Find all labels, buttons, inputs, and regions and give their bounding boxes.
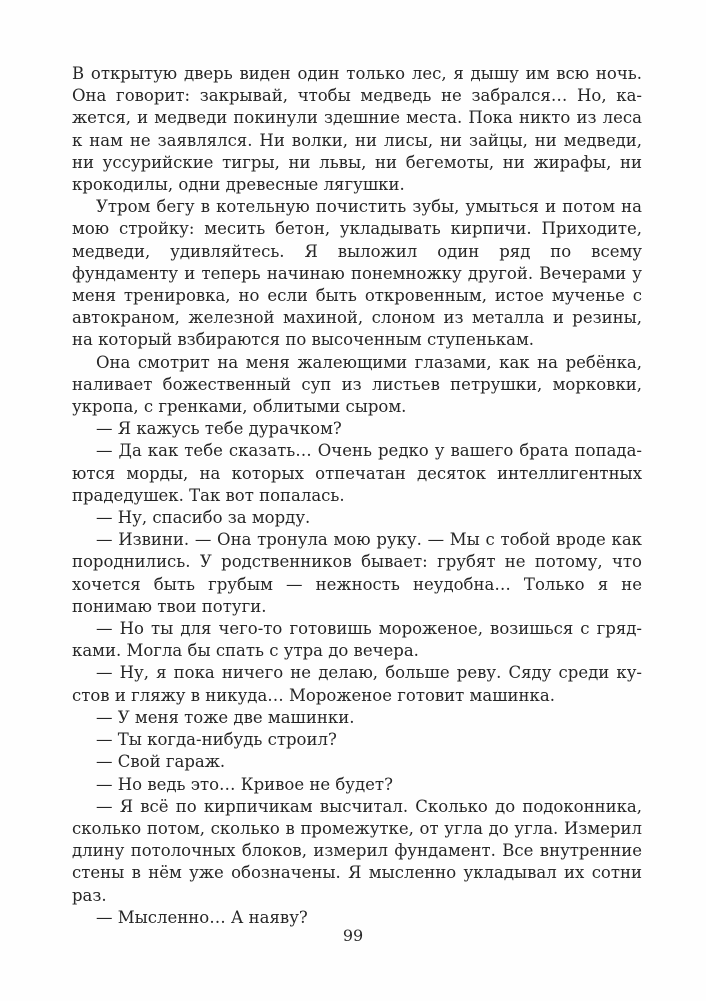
dialogue-line: — Я всё по кирпичикам высчитал. Сколько до подоконника, сколько потом, сколько в промежутке, от угла до угла. Измерил длину потолочных блоков, измерил фундамент. Все внутренние стены в нём уже обозначены. Я мысленно укладывал их сотни раз. xyxy=(72,796,642,905)
dialogue-line: — Я кажусь тебе дурачком? xyxy=(96,419,342,439)
dialogue-line: — Свой гараж. xyxy=(96,752,226,772)
dialogue-line: — Ну, спасибо за морду. xyxy=(96,508,311,528)
paragraph-1: В открытую дверь виден один только лес, я дышу им всю ночь. Она говорит: закрывай, чтобы медведь не забрался… Но, кажется, и медведи покинули здешние места. Пока никто из леса к нам не заявлялся. Ни волки, ни лисы, ни зайцы, ни медведи, ни уссурийские тигры, ни львы, ни бегемоты, ни жирафы, ни крокодилы, одни древесные лягушки. xyxy=(72,64,642,195)
page-body-text xyxy=(72,63,642,929)
paragraph-2: Утром бегу в котельную почистить зубы, умыться и потом на мою стройку: месить бетон, укладывать кирпичи. Приходите, медведи, удивляйтесь. Я выложил один ряд по всему фундаменту и теперь начинаю понемножку другой. Вечерами у меня тренировка, но если быть откровенным, истое мученье с автокраном, железной махиной, слоном из металла и резины, на который взбираются по высоченным ступенькам. xyxy=(72,197,642,350)
dialogue-line: — Мысленно… А наяву? xyxy=(96,907,308,927)
dialogue-line: — Но ты для чего-то готовишь мороженое, возишься с грядками. Могла бы спать с утра до вечера. xyxy=(72,619,642,661)
dialogue-line: — Да как тебе сказать… Очень редко у вашего брата попадаются морды, на которых отпечатан десяток интеллигентных прадедушек. Так вот попалась. xyxy=(72,441,642,505)
page-number: 99 xyxy=(342,926,364,945)
dialogue-line: — Ты когда-нибудь строил? xyxy=(96,730,337,750)
dialogue-line: — Извини. — Она тронула мою руку. — Мы с тобой вроде как породнились. У родственников бывает: грубят не потому, что хочется быть грубым — нежность неудобна… Только я не понимаю твои потуги. xyxy=(72,530,642,616)
dialogue-line: — Ну, я пока ничего не делаю, больше реву. Сяду среди кустов и гляжу в никуда… Мороженое готовит машинка. xyxy=(72,663,642,705)
dialogue-line: — Но ведь это… Кривое не будет? xyxy=(96,774,393,794)
paragraph-3: Она смотрит на меня жалеющими глазами, как на ребёнка, наливает божественный суп из листьев петрушки, морковки, укропа, с гренками, облитыми сыром. xyxy=(72,352,642,417)
dialogue-line: — У меня тоже две машинки. xyxy=(96,707,355,727)
